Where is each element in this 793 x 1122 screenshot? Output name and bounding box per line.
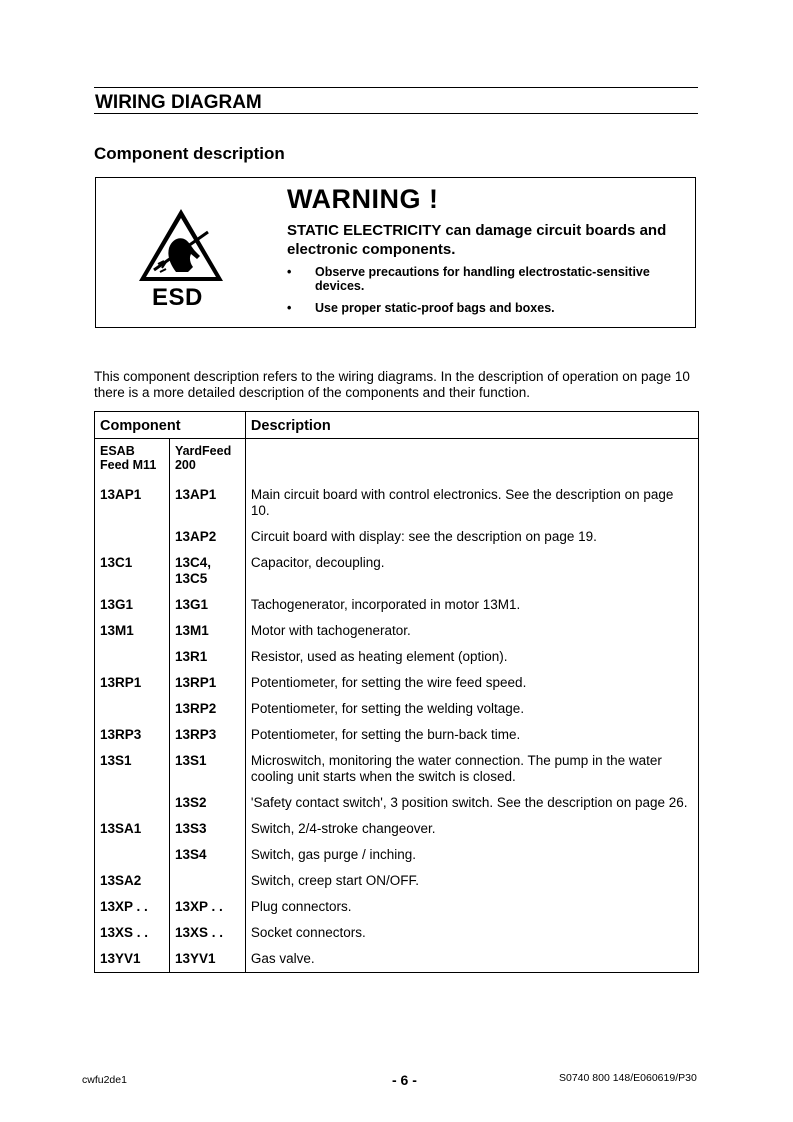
component-yardfeed-cell (169, 868, 245, 894)
component-yardfeed-cell: 13M1 (169, 618, 245, 644)
component-table (94, 411, 699, 973)
description-cell: Potentiometer, for setting the wire feed speed. (250, 675, 527, 690)
component-esab-cell (95, 644, 170, 670)
table-row (95, 920, 699, 946)
component-esab-cell: 13XS . . (95, 920, 170, 946)
component-esab-cell: 13RP3 (95, 722, 170, 748)
table-row (95, 722, 699, 748)
component-esab-cell: 13M1 (95, 618, 170, 644)
component-esab-cell: 13C1 (95, 550, 170, 592)
table-row (95, 482, 699, 524)
component-esab-cell: 13YV1 (95, 946, 170, 973)
description-cell: Switch, 2/4-stroke changeover. (250, 821, 436, 836)
description-cell: Resistor, used as heating element (option). (250, 649, 508, 664)
subheader-yardfeed: YardFeed 200 (169, 439, 245, 483)
description-cell: Motor with tachogenerator. (250, 623, 411, 638)
component-yardfeed-cell: 13XS . . (169, 920, 245, 946)
description-cell: Gas valve. (250, 951, 315, 966)
table-row (95, 618, 699, 644)
component-yardfeed-cell: 13G1 (169, 592, 245, 618)
component-yardfeed-cell: 13S2 (169, 790, 245, 816)
warning-subheading: STATIC ELECTRICITY can damage circuit boards and electronic components. (287, 222, 667, 258)
description-cell: Switch, gas purge / inching. (250, 847, 416, 862)
component-yardfeed-cell: 13S4 (169, 842, 245, 868)
description-cell: Potentiometer, for setting the burn-back time. (250, 727, 521, 742)
table-row (95, 946, 699, 973)
component-yardfeed-cell: 13RP2 (169, 696, 245, 722)
esd-warning-triangle-icon (136, 206, 226, 284)
table-row (95, 550, 699, 592)
table-row (95, 696, 699, 722)
description-cell: Circuit board with display: see the description on page 19. (250, 529, 597, 544)
list-item (287, 265, 667, 293)
table-row (95, 592, 699, 618)
table-row (95, 894, 699, 920)
bullet-glyph: • (287, 301, 292, 315)
table-row (95, 842, 699, 868)
description-cell: Plug connectors. (250, 899, 352, 914)
esd-label: ESD (152, 284, 203, 311)
table-row (95, 524, 699, 550)
header-description: Description (245, 412, 698, 439)
component-yardfeed-cell: 13C4, 13C5 (169, 550, 245, 592)
warning-heading: WARNING ! (287, 184, 439, 214)
subheader-esab: ESAB Feed M11 (95, 439, 170, 483)
table-row (95, 748, 699, 790)
component-esab-cell: 13RP1 (95, 670, 170, 696)
section-title: WIRING DIAGRAM (94, 87, 698, 114)
component-yardfeed-cell: 13S1 (169, 748, 245, 790)
footer-doc-code: cwfu2de1 (82, 1074, 127, 1086)
table-header-row (95, 412, 699, 439)
component-yardfeed-cell: 13RP3 (169, 722, 245, 748)
component-esab-cell: 13AP1 (95, 482, 170, 524)
footer-page-number: - 6 - (392, 1072, 417, 1088)
component-esab-cell: 13G1 (95, 592, 170, 618)
component-esab-cell (95, 696, 170, 722)
description-cell: Capacitor, decoupling. (250, 555, 385, 570)
component-yardfeed-cell: 13RP1 (169, 670, 245, 696)
table-row (95, 644, 699, 670)
component-esab-cell (95, 842, 170, 868)
component-esab-cell (95, 524, 170, 550)
footer-doc-reference: S0740 800 148/E060619/P30 (559, 1072, 697, 1084)
component-yardfeed-cell: 13S3 (169, 816, 245, 842)
intro-paragraph: This component description refers to the wiring diagrams. In the description of operation on page 10 there is a more detailed description of the components and their function. (94, 369, 690, 400)
warning-bullet-text: Use proper static-proof bags and boxes. (315, 301, 555, 315)
component-yardfeed-cell: 13YV1 (169, 946, 245, 973)
description-cell: Switch, creep start ON/OFF. (250, 873, 419, 888)
subheader-empty (245, 439, 698, 483)
warning-box (95, 177, 696, 328)
table-subheader-row (95, 439, 699, 483)
description-cell: Potentiometer, for setting the welding voltage. (250, 701, 525, 716)
list-item (287, 301, 667, 315)
component-yardfeed-cell: 13AP1 (169, 482, 245, 524)
description-cell: 'Safety contact switch', 3 position switch. See the description on page 26. (250, 795, 688, 810)
subtitle: Component description (94, 144, 285, 163)
description-cell: Socket connectors. (250, 925, 366, 940)
description-cell: Main circuit board with control electronics. See the description on page 10. (250, 487, 674, 518)
component-yardfeed-cell: 13XP . . (169, 894, 245, 920)
table-row (95, 868, 699, 894)
component-yardfeed-cell: 13R1 (169, 644, 245, 670)
header-component: Component (95, 412, 246, 439)
component-esab-cell: 13S1 (95, 748, 170, 790)
description-cell: Microswitch, monitoring the water connection. The pump in the water cooling unit starts when the switch is closed. (250, 753, 662, 784)
bullet-glyph: • (287, 265, 292, 279)
component-esab-cell: 13XP . . (95, 894, 170, 920)
description-cell: Tachogenerator, incorporated in motor 13M1. (250, 597, 521, 612)
table-row (95, 670, 699, 696)
component-esab-cell (95, 790, 170, 816)
table-row (95, 790, 699, 816)
warning-bullet-text: Observe precautions for handling electrostatic-sensitive devices. (315, 265, 650, 293)
table-row (95, 816, 699, 842)
component-esab-cell: 13SA2 (95, 868, 170, 894)
component-esab-cell: 13SA1 (95, 816, 170, 842)
warning-list (287, 265, 667, 323)
component-yardfeed-cell: 13AP2 (169, 524, 245, 550)
